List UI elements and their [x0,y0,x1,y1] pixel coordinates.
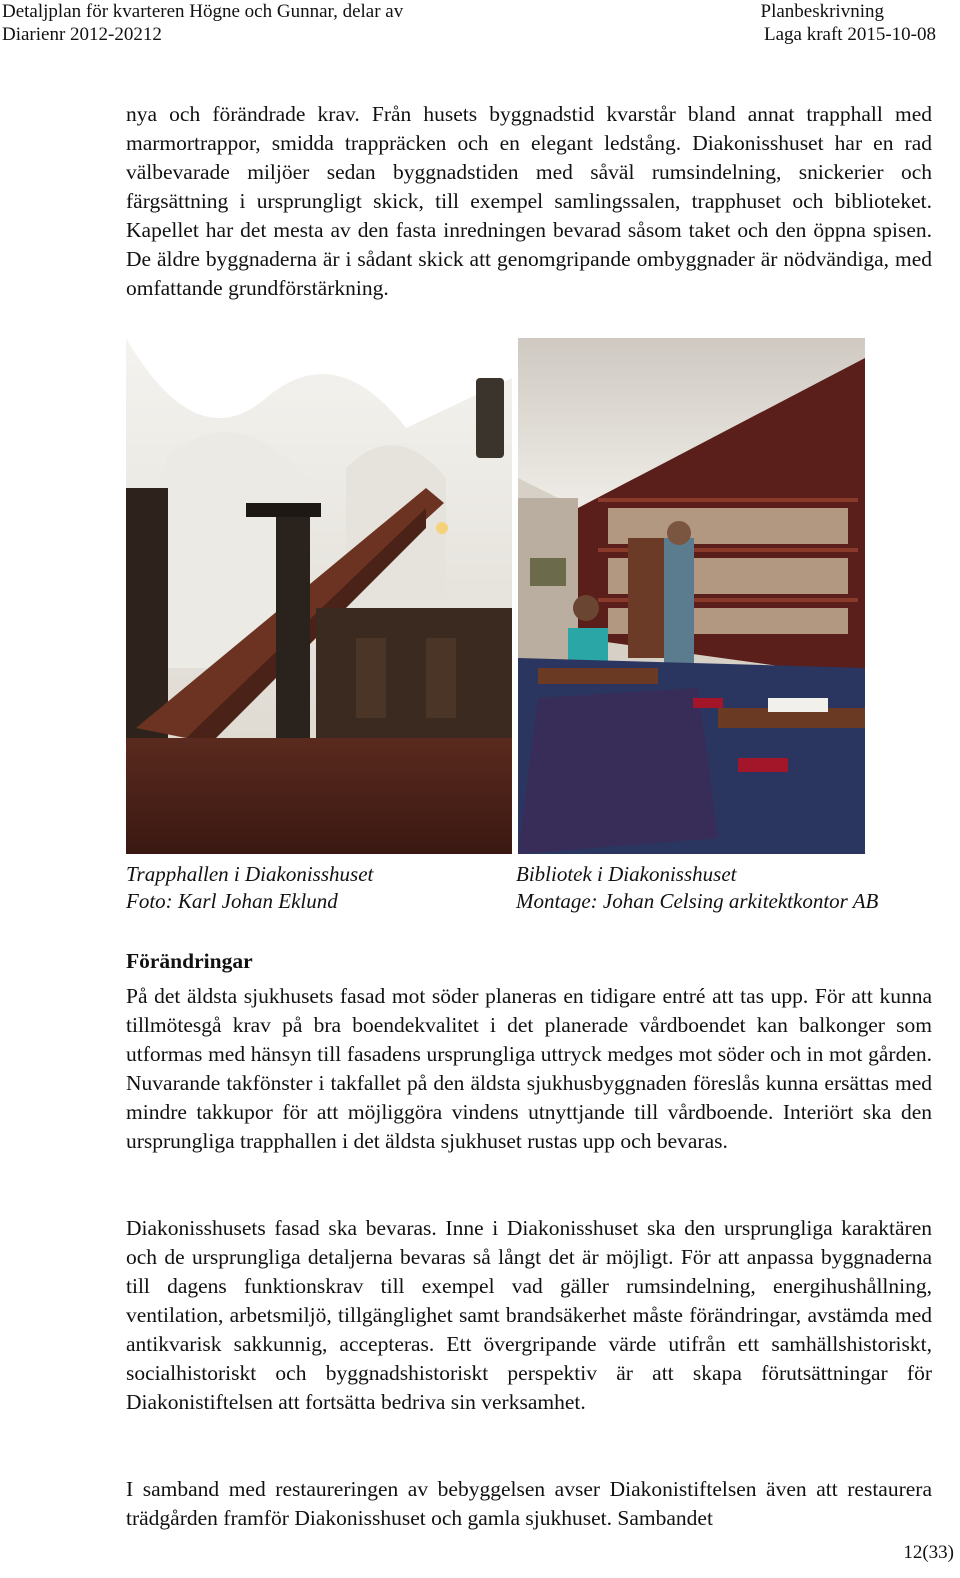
figure-caption: Bibliotek i Diakonisshuset [516,862,737,886]
intro-paragraph: nya och förändrade krav. Från husets byggnadstid kvarstår bland annat trapphall med marmortrappor, smidda trappräcken och en elegant ledstång. Diakonisshuset har en rad välbevarade miljöer sedan byggnadstiden med såväl rumsindelning, snickerier och färgsättning i ursprungligt skick, till exempel samlingssalen, trapphuset och biblioteket. Kapellet har det mesta av den fasta inredningen bevarad såsom taket och den öppna spisen. De äldre byggnaderna är i sådant skick att genomgripande ombyggnader är nödvändiga, med omfattande grundförstärkning. [126,102,932,300]
figure-credit: Montage: Johan Celsing arkitektkontor AB [516,889,879,913]
header-diarienr: Diarienr 2012-20212 [2,24,162,45]
figure-caption: Trapphallen i Diakonisshuset [126,862,374,886]
header-doc-type: Planbeskrivning [760,1,884,22]
library-photo-caption [516,861,878,915]
library-photo [518,338,865,854]
page-number: 12(33) [903,1542,954,1563]
staircase-hall-photo [126,338,512,854]
section-heading: Förändringar [126,949,253,973]
header-plan-title: Detaljplan för kvarteren Högne och Gunnar, delar av [2,1,404,22]
figure-credit: Foto: Karl Johan Eklund [126,889,338,913]
header-status: Laga kraft 2015-10-08 [764,24,936,45]
changes-paragraph: På det äldsta sjukhusets fasad mot söder planeras en tidigare entré att tas upp. För att kunna tillmötesgå krav på bra boendekvalitet i det planerade vårdboendet kan balkonger som utformas med hänsyn till fasadens ursprungliga uttryck medges mot söder och in mot gården. Nuvarande takfönster i takfallet på den äldsta sjukhusbyggnaden föreslås kunna ersättas med mindre takkupor för att möjliggöra vindens utnyttjande till vårdboende. Interiört ska den ursprungliga trapphallen i det äldsta sjukhuset rustas upp och bevaras. [126,984,932,1153]
garden-paragraph: I samband med restaureringen av bebyggelsen avser Diakonistiftelsen även att restaurera trädgården framför Diakonisshuset och gamla sjukhuset. Sambandet [126,1477,932,1530]
staircase-photo-caption [126,861,373,915]
diakonisshuset-paragraph: Diakonisshusets fasad ska bevaras. Inne i Diakonisshuset ska den ursprungliga karaktären och de ursprungliga detaljerna bevaras så långt det är möjligt. För att anpassa byggnaderna till dagens funktionskrav till exempel vad gäller rumsindelning, energihushållning, ventilation, arbetsmiljö, tillgänglighet samt brandsäkerhet måste förändringar, avstämda med antikvarisk sakkunnig, accepteras. Ett övergripande värde utifrån ett samhällshistoriskt, socialhistoriskt och byggnadshistoriskt perspektiv är att skapa förutsättningar för Diakonistiftelsen att fortsätta bedriva sin verksamhet. [126,1216,932,1414]
